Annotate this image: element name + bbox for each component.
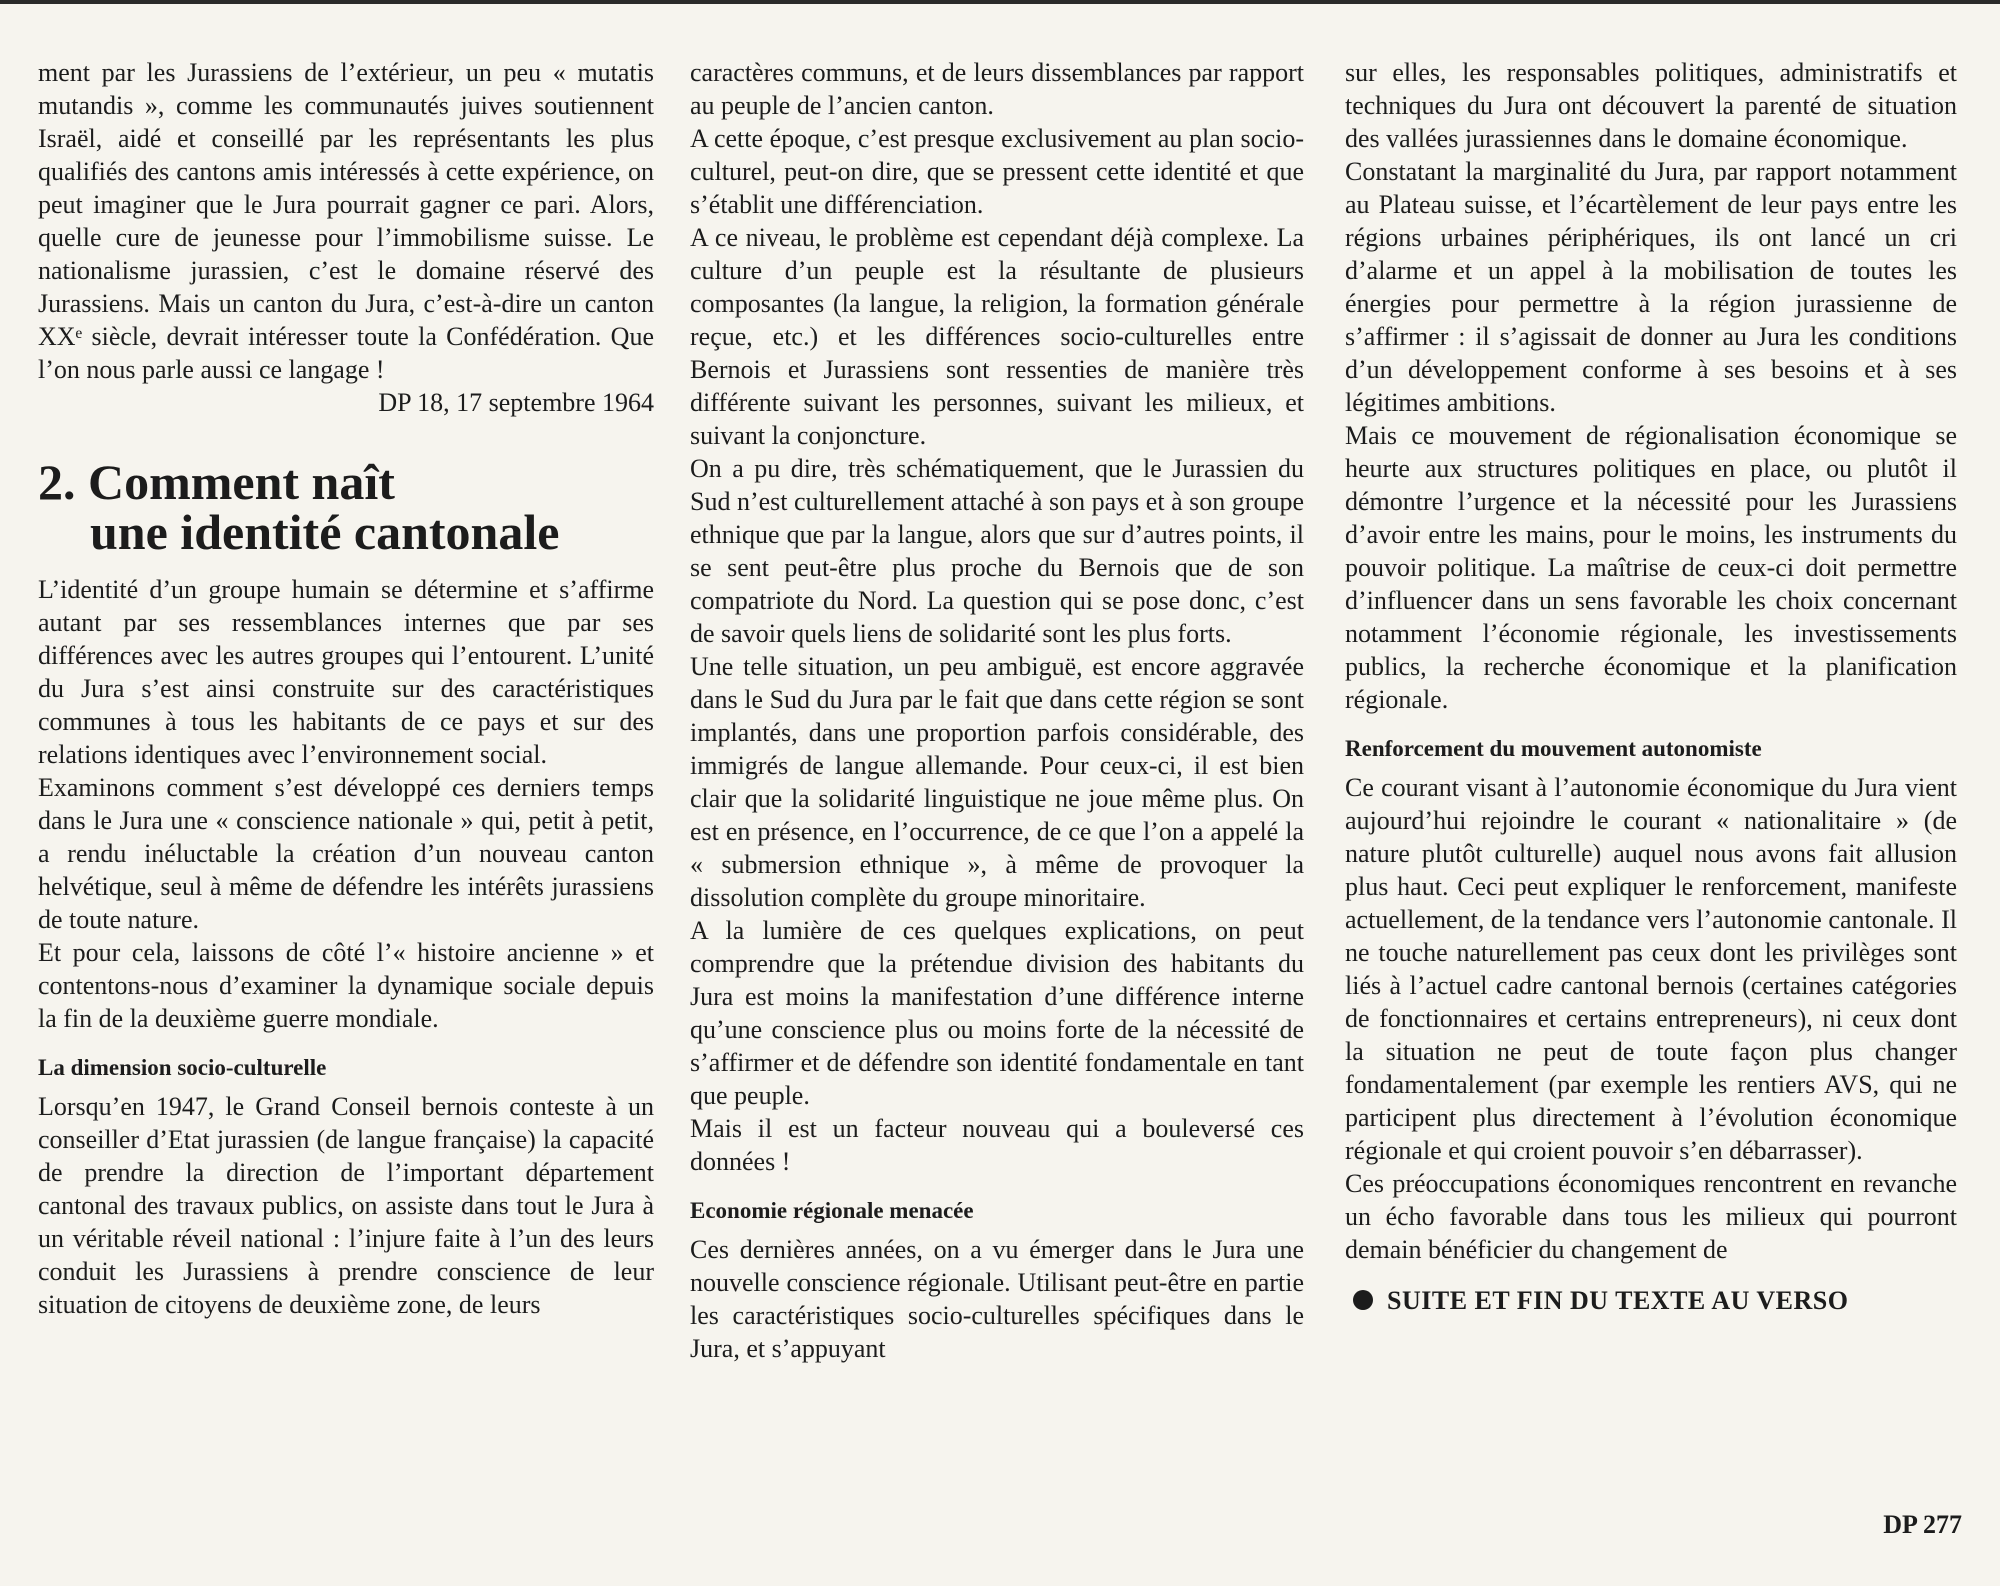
paragraph: A la lumière de ces quelques explications, on peut comprendre que la prétendue division des habitants du Jura est moins la manifestation d’une différence interne qu’une conscience plus ou moins forte de la nécessité de s’affirmer et de défendre son identité fondamentale en tant que peuple. [690, 916, 1304, 1110]
paragraph: A ce niveau, le problème est cependant déjà complexe. La culture d’un peuple est la résultante de plusieurs composantes (la langue, la religion, la formation générale reçue, etc.) et les différences socio-culturelles entre Bernois et Jurassiens sont ressenties de manière très différente suivant les personnes, suivant les milieux, et suivant la conjoncture. [690, 223, 1304, 450]
paragraph: Ces préoccupations économiques rencontrent en revanche un écho favorable dans tous les milieux qui pourront demain bénéficier du changement de [1345, 1169, 1957, 1264]
paragraph: Ce courant visant à l’autonomie économique du Jura vient aujourd’hui rejoindre le courant « nationalitaire » (de nature plutôt culturelle) auquel nous avons fait allusion plus haut. Ceci peut expliquer le renforcement, manifeste actuellement, de la tendance vers l’autonomie cantonale. Il ne touche naturellement pas ceux dont les privilèges sont liés à l’actuel cadre cantonal bernois (certaines catégories de fonctionnaires et certains entrepreneurs), ni ceux dont la situation ne peut de toute façon plus changer fondamentalement (par exemple les rentiers AVS, qui ne participent plus directement à l’évolution économique régionale et qui croient pouvoir s’en débarrasser). [1345, 773, 1957, 1165]
continued-label: SUITE ET FIN DU TEXTE AU VERSO [1387, 1286, 1849, 1315]
section-title-line1: 2. Comment naît [38, 454, 395, 510]
section-title-line2: une identité cantonale [90, 504, 560, 560]
top-rule [0, 0, 2000, 4]
paragraph: Lorsqu’en 1947, le Grand Conseil bernois conteste à un conseiller d’Etat jurassien (de langue française) la capacité de prendre la direction de l’important département cantonal des travaux publics, on assiste dans tout le Jura à un véritable réveil national : l’injure faite à l’un des leurs conduit les Jurassiens à prendre conscience de leur situation de citoyens de deuxième zone, de leurs [38, 1092, 654, 1319]
subheading: Renforcement du mouvement autonomiste [1345, 736, 1762, 761]
column-2 [690, 56, 1304, 1365]
paragraph: ment par les Jurassiens de l’extérieur, un peu « mutatis mutandis », comme les communautés juives soutiennent Israël, aidé et conseillé par les représentants les plus qualifiés des cantons amis intéressés à cette expérience, on peut imaginer que le Jura pourrait gagner ce pari. Alors, quelle cure de jeunesse pour l’immobilisme suisse. Le nationalisme jurassien, c’est le domaine réservé des Jurassiens. Mais un canton du Jura, c’est-à-dire un canton XXᵉ siècle, devrait intéresser toute la Confédération. Que l’on nous parle aussi ce langage ! [38, 58, 654, 384]
bullet-icon [1353, 1290, 1373, 1310]
paragraph: Une telle situation, un peu ambiguë, est encore aggravée dans le Sud du Jura par le fait que dans cette région se sont implantés, dans une proportion parfois considérable, des immigrés de langue allemande. Pour ceux-ci, il est bien clair que la solidarité linguistique ne joue même plus. On est en présence, en l’occurrence, de ce que l’on a appelé la « submersion ethnique », à même de provoquer la dissolution complète du groupe minoritaire. [690, 652, 1304, 912]
paragraph: Mais il est un facteur nouveau qui a bouleversé ces données ! [690, 1114, 1304, 1176]
continued-notice [1353, 1284, 1957, 1317]
column-3 [1345, 56, 1957, 1317]
paragraph: L’identité d’un groupe humain se détermine et s’affirme autant par ses ressemblances internes que par ses différences avec les autres groupes qui l’entourent. L’unité du Jura s’est ainsi construite sur des caractéristiques communes à tous les habitants de ce pays et sur des relations identiques avec l’environnement social. [38, 575, 654, 769]
paragraph: Constatant la marginalité du Jura, par rapport notamment au Plateau suisse, et l’écartèlement de leur pays entre les régions urbaines périphériques, ils ont lancé un cri d’alarme et un appel à la mobilisation de toutes les énergies pour permettre à la région jurassienne de s’affirmer : il s’agissait de donner au Jura les conditions d’un développement conforme à ses besoins et à ses légitimes ambitions. [1345, 157, 1957, 417]
paragraph: Ces dernières années, on a vu émerger dans le Jura une nouvelle conscience régionale. Utilisant peut-être en partie les caractéristiques socio-culturelles spécifiques dans le Jura, et s’appuyant [690, 1235, 1304, 1363]
paragraph: sur elles, les responsables politiques, administratifs et techniques du Jura ont découvert la parenté de situation des vallées jurassiennes dans le domaine économique. [1345, 58, 1957, 153]
paragraph: Et pour cela, laissons de côté l’« histoire ancienne » et contentons-nous d’examiner la dynamique sociale depuis la fin de la deuxième guerre mondiale. [38, 938, 654, 1033]
paragraph: Mais ce mouvement de régionalisation économique se heurte aux structures politiques en place, ou plutôt il démontre l’urgence et la nécessité pour les Jurassiens d’avoir entre les mains, pour le moins, les instruments du pouvoir politique. La maîtrise de ceux-ci doit permettre d’influencer dans un sens favorable les choix concernant notamment l’économie régionale, les investissements publics, la recherche économique et la planification régionale. [1345, 421, 1957, 714]
subheading: Economie régionale menacée [690, 1198, 974, 1223]
paragraph: A cette époque, c’est presque exclusivement au plan socio-culturel, peut-on dire, que se pressent cette identité et que s’établit une différenciation. [690, 124, 1304, 219]
page-number: DP 277 [1883, 1510, 1962, 1539]
column-1 [38, 56, 654, 1321]
paragraph: Examinons comment s’est développé ces derniers temps dans le Jura une « conscience nationale » qui, petit à petit, a rendu inéluctable la création d’un nouveau canton helvétique, seul à même de défendre les intérêts jurassiens de toute nature. [38, 773, 654, 934]
paragraph: On a pu dire, très schématiquement, que le Jurassien du Sud n’est culturellement attaché à son pays et à son groupe ethnique que par la langue, alors que sur d’autres points, il se sent peut-être plus proche du Bernois que de son compatriote du Nord. La question qui se pose donc, c’est de savoir quels liens de solidarité sont les plus forts. [690, 454, 1304, 648]
section-title [38, 454, 654, 560]
subheading: La dimension socio-culturelle [38, 1055, 327, 1080]
dateline: DP 18, 17 septembre 1964 [378, 388, 654, 417]
paragraph: caractères communs, et de leurs dissemblances par rapport au peuple de l’ancien canton. [690, 58, 1304, 120]
